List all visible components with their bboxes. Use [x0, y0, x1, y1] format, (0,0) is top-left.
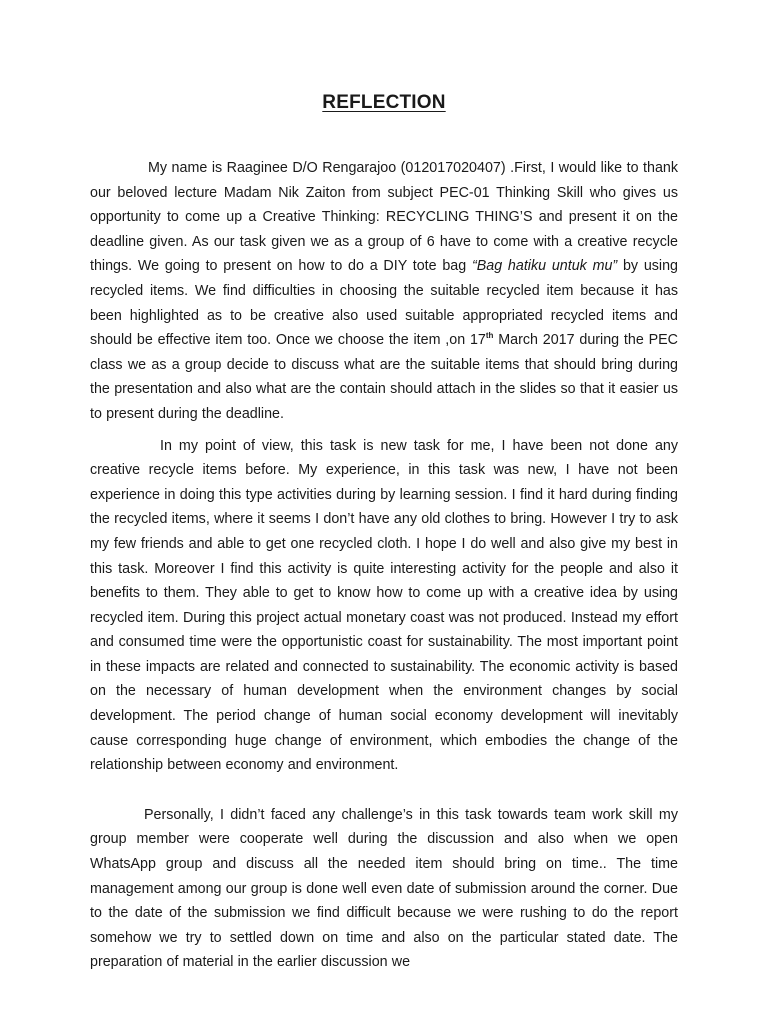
document-body: [90, 156, 678, 975]
paragraph-1-text-b: by using recycled items. We find difficulties in choosing the suitable recycled item because it has been highlighted as to be creative also used suitable appropriated recycled items and should be effective item too. Once we choose the item ,on 17: [90, 258, 679, 349]
paragraph-1-text-c: March 2017 during the PEC class we as a group decide to discuss what are the suitable items that should bring during the presentation and also what are the contain should attach in the slides so that it easier us to present during the deadline.: [90, 332, 678, 422]
date-ordinal-suffix: th: [485, 331, 494, 341]
paragraph-1-text-a: My name is Raaginee D/O Rengarajoo (012017020407) .First, I would like to thank our beloved lecture Madam Nik Zaiton from subject PEC-01 Thinking Skill who gives us opportunity to come up a Creative Thinking: RECYCLING THING’S and present it on the deadline given. As our task given we as a group of 6 have to come with a creative recycle things. We going to present on how to do a DIY tote bag: [90, 160, 678, 275]
paragraph-3: Personally, I didn’t faced any challenge’s in this task towards team work skill my group member were cooperate well during the discussion and also when we open WhatsApp group and discuss all the needed item should bring on time.. The time management among our group is done well even date of submission around the corner. Due to the date of the submission we find difficult because we were rushing to do the report somehow we try to settled down on time and also on the particular stated date. The preparation of material in the earlier discussion we: [90, 806, 678, 971]
document-title: REFLECTION: [322, 92, 446, 113]
paragraph-1: [90, 156, 678, 427]
tote-bag-name: “Bag hatiku untuk mu”: [471, 258, 618, 275]
paragraph-2: In my point of view, this task is new task for me, I have been not done any creative recycle items before. My experience, in this task was new, I have not been experience in doing this type activities during by learning session. I find it hard during finding the recycled items, where it seems I don’t have any old clothes to bring. However I try to ask my few friends and able to get one recycled cloth. I hope I do well and also give my best in this task. Moreover I find this activity is quite interesting activity for the people and also it benefits to them. They able to get to know how to come up with a creative idea by using recycled item. During this project actual monetary coast was not produced. Instead my effort and consumed time were the opportunistic coast for sustainability. The most important point in these impacts are related and connected to sustainability. The economic activity is based on the necessary of human development when the environment changes by social development. The period change of human social economy development will inevitably cause corresponding huge change of environment, which embodies the change of the relationship between economy and environment.: [90, 437, 678, 774]
